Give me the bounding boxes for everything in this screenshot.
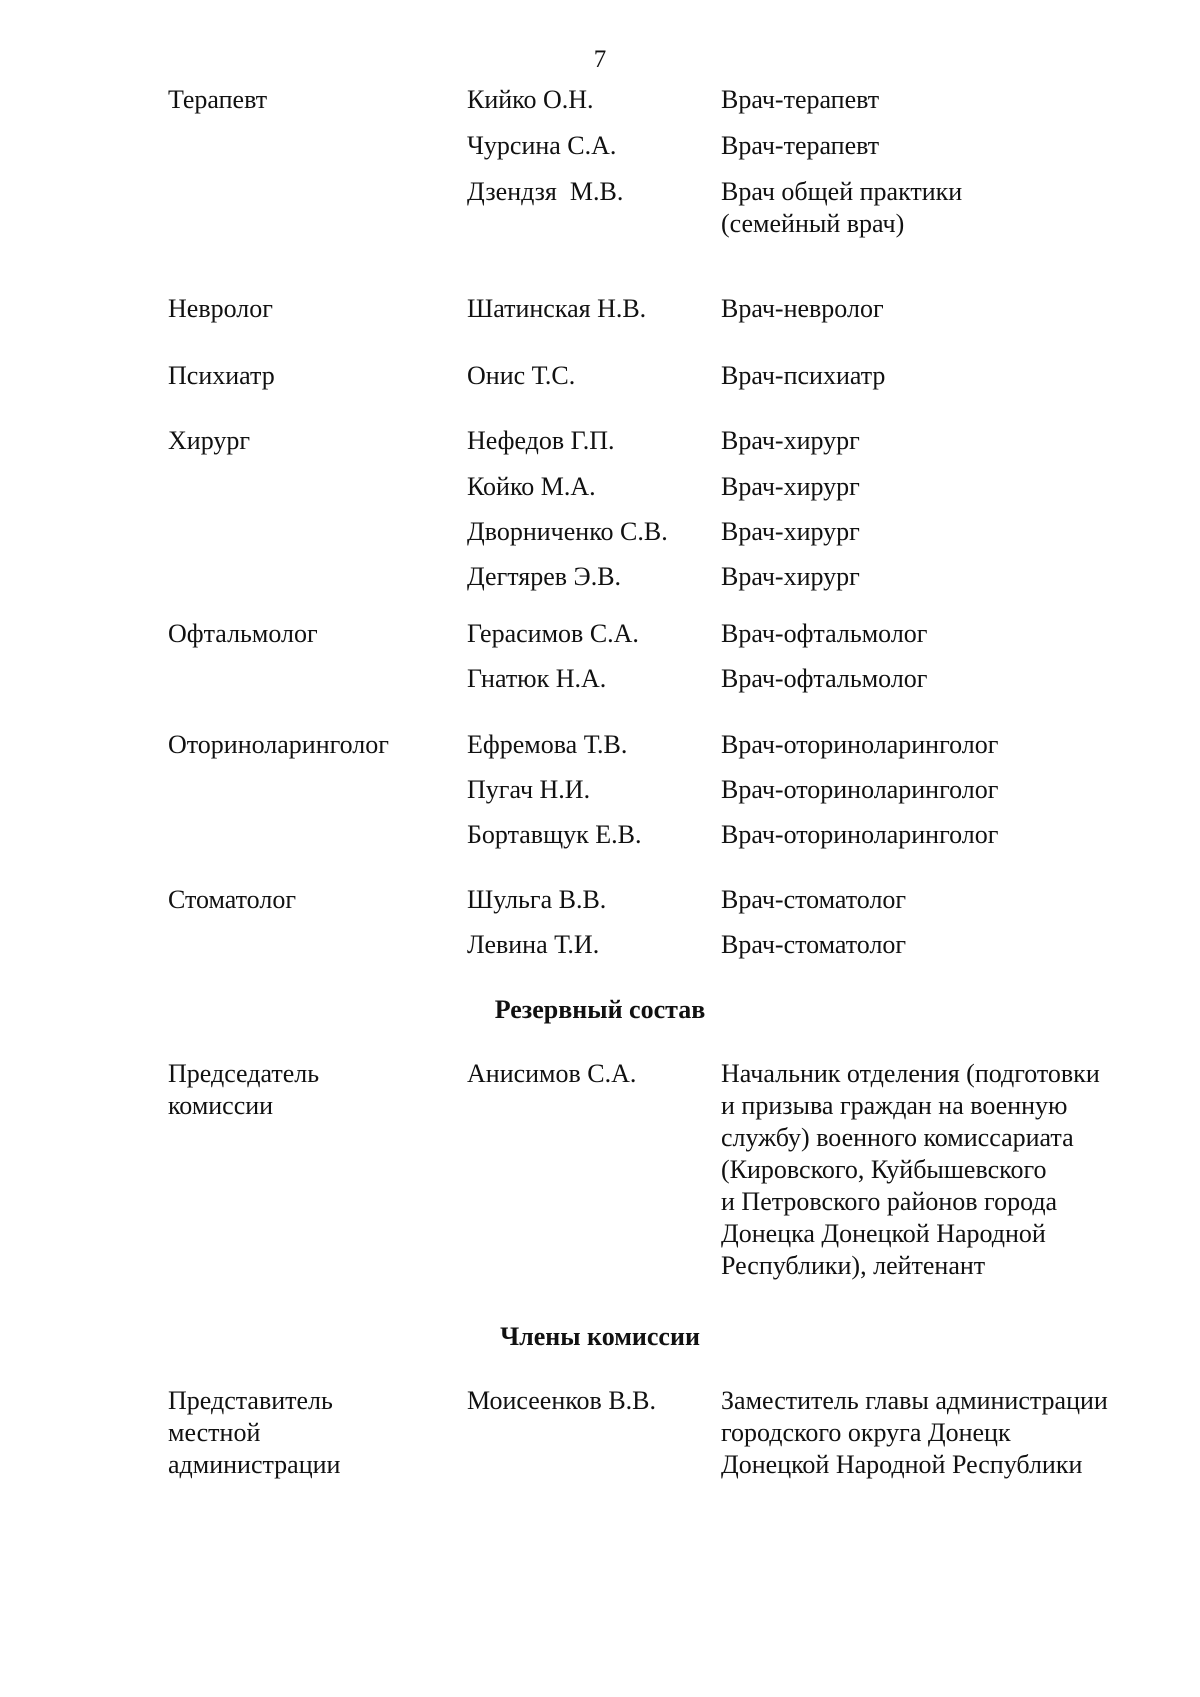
page-number: 7 [593,46,607,73]
role-therapist: Терапевт [168,85,268,114]
person-name: Анисимов С.А. [467,1059,637,1088]
person-position: Врач-хирург [721,426,860,455]
role-otorhinolaryngologist: Оториноларинголог [168,730,389,759]
person-name: Герасимов С.А. [467,619,639,648]
role-psychiatrist: Психиатр [168,361,275,390]
person-name: Моисеенков В.В. [467,1386,657,1415]
person-position: Начальник отделения (подготовки и призыва граждан на военную службу) военного комиссариата (Кировского, Куйбышевского и Петровского районов города Донецка Донецкой Народной Республики), лейтенант [721,1059,1100,1280]
person-name: Кийко О.Н. [467,85,594,114]
person-name: Шульга В.В. [467,885,607,914]
role-dentist: Стоматолог [168,885,296,914]
person-position: Врач-оториноларинголог [721,820,999,849]
person-name: Дегтярев Э.В. [467,562,622,591]
person-position: Врач-психиатр [721,361,886,390]
role-chairman: Председатель комиссии [168,1059,320,1120]
role-local-admin: Представитель местной администрации [168,1386,341,1479]
section-heading-reserve: Резервный состав [494,995,706,1024]
person-name: Гнатюк Н.А. [467,664,607,693]
person-name: Бортавщук Е.В. [467,820,642,849]
person-position: Врач-оториноларинголог [721,775,999,804]
person-position: Врач общей практики (семейный врач) [721,177,963,238]
person-name: Пугач Н.И. [467,775,591,804]
person-name: Койко М.А. [467,472,596,501]
person-position: Врач-невролог [721,294,884,323]
person-position: Врач-хирург [721,517,860,546]
role-surgeon: Хирург [168,426,251,455]
person-position: Врач-стоматолог [721,885,907,914]
person-name: Чурсина С.А. [467,131,617,160]
person-position: Заместитель главы администрации городского округа Донецк Донецкой Народной Республики [721,1386,1108,1479]
person-name: Ефремова Т.В. [467,730,628,759]
person-position: Врач-терапевт [721,85,880,114]
role-neurologist: Невролог [168,294,273,323]
person-position: Врач-хирург [721,562,860,591]
person-position: Врач-стоматолог [721,930,907,959]
person-position: Врач-хирург [721,472,860,501]
role-ophthalmologist: Офтальмолог [168,619,318,648]
person-position: Врач-терапевт [721,131,880,160]
person-name: Дворниченко С.В. [467,517,668,546]
person-position: Врач-офтальмолог [721,664,928,693]
person-position: Врач-оториноларинголог [721,730,999,759]
person-name: Левина Т.И. [467,930,600,959]
person-name: Онис Т.С. [467,361,576,390]
person-position: Врач-офтальмолог [721,619,928,648]
person-name: Нефедов Г.П. [467,426,615,455]
person-name: Дзендзя М.В. [467,177,624,206]
section-heading-members: Члены комиссии [500,1322,700,1351]
person-name: Шатинская Н.В. [467,294,647,323]
